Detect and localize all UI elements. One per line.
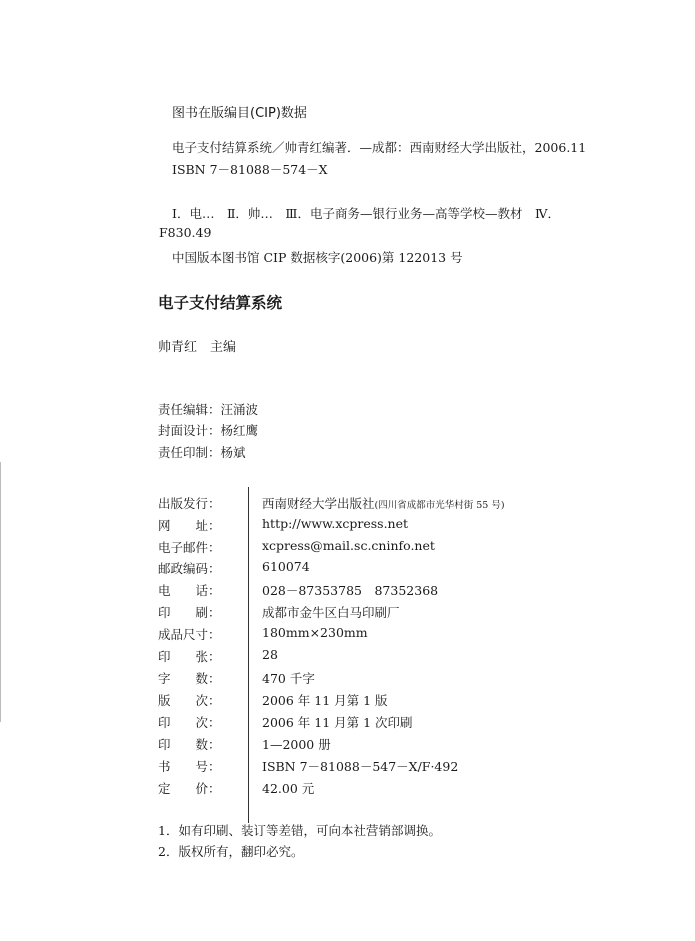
info-value: 2006 年 11 月第 1 次印刷 [262,715,413,730]
info-value: ISBN 7－81088－547－X/F·492 [262,759,459,774]
info-label: 电子邮件： [158,540,221,555]
cip-classification: F830.49 [159,225,212,240]
info-value: http://www.xcpress.net [262,516,409,531]
publisher-address: (四川省成都市光华村街 55 号) [374,500,505,511]
info-label: 成品尺寸： [158,627,221,642]
note-printing-errors: 1．如有印刷、装订等差错，可向本社营销部调换。 [158,823,441,838]
book-author: 帅青红 主编 [158,340,237,355]
publisher-name: 西南财经大学出版社 [262,496,375,511]
info-label: 印 次： [158,715,221,730]
cip-isbn: ISBN 7－81088－574－X [172,162,328,177]
cip-line-1: 电子支付结算系统／帅青红编著．—成都：西南财经大学出版社，2006.11 [172,140,587,155]
info-value: 2006 年 11 月第 1 版 [262,693,388,708]
info-value: 470 千字 [262,671,315,686]
note-copyright: 2．版权所有，翻印必究。 [158,844,304,859]
info-label: 印 刷： [158,605,221,620]
cip-record-number: 中国版本图书馆 CIP 数据核字(2006)第 122013 号 [172,250,463,265]
info-label: 邮政编码： [158,561,221,576]
info-value: xcpress@mail.sc.cninfo.net [262,538,435,553]
info-value [262,494,505,512]
info-label: 字 数： [158,671,221,686]
info-value: 1—2000 册 [262,737,331,752]
info-label: 网 址： [158,518,221,533]
info-value: 180mm×230mm [262,625,368,640]
info-value: 028－87353785 87352368 [262,583,439,598]
info-label: 电 话： [158,583,221,598]
responsible-editor: 责任编辑：汪涌波 [158,402,259,417]
info-value: 42.00 元 [262,781,315,796]
info-label: 书 号： [158,759,221,774]
info-value: 28 [262,647,278,662]
info-value: 610074 [262,559,310,574]
cover-designer: 封面设计：杨红鹰 [158,423,259,438]
info-value: 成都市金牛区白马印刷厂 [262,605,400,620]
book-title: 电子支付结算系统 [158,294,283,312]
info-divider [248,487,249,823]
cip-heading: 图书在版编目(CIP)数据 [172,106,307,121]
info-label: 印 数： [158,737,221,752]
info-label: 出版发行： [158,496,221,511]
info-label: 印 张： [158,649,221,664]
scan-edge-line [0,462,1,722]
print-supervisor: 责任印制：杨斌 [158,445,246,460]
cip-subject-terms: Ⅰ．电… Ⅱ．帅… Ⅲ．电子商务—银行业务—高等学校—教材 Ⅳ． [172,206,560,221]
info-label: 定 价： [158,781,221,796]
info-label: 版 次： [158,693,221,708]
